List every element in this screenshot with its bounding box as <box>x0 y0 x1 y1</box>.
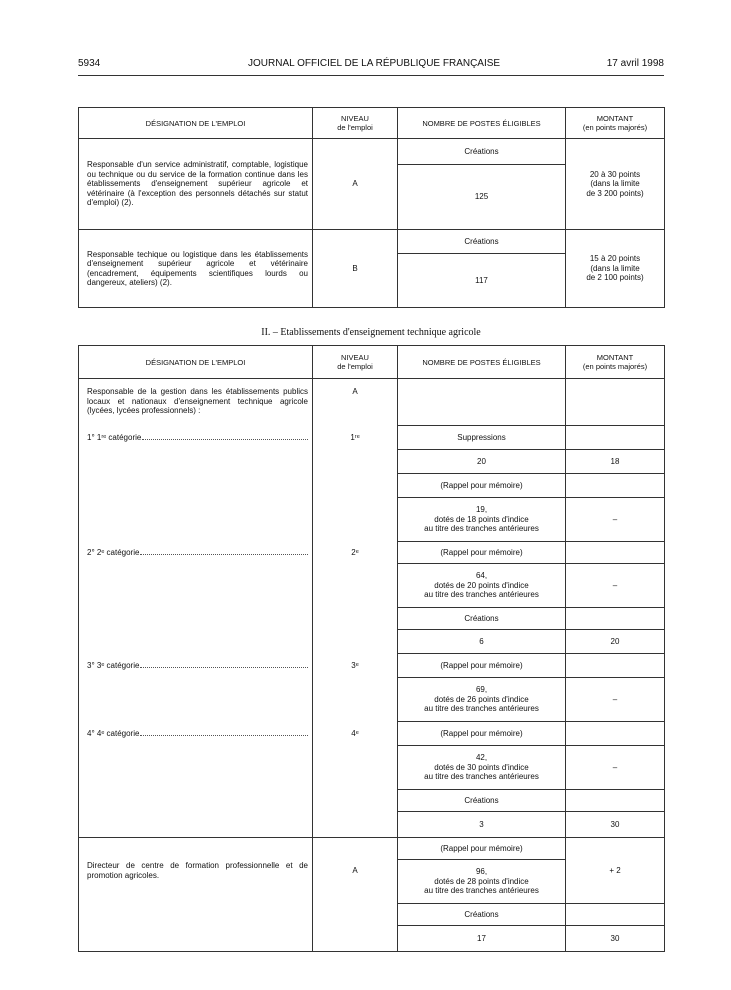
table-row <box>79 678 665 722</box>
niveau-cell: 1ʳᵉ <box>313 426 398 450</box>
table-row <box>79 474 665 498</box>
table-row <box>79 608 665 630</box>
designation-cell: Directeur de centre de formation professionnelle et de promotion agricoles. <box>79 838 313 904</box>
designation-cell: Responsable techique ou logistique dans les établissements d'enseignement supérieur agricole et vétérinaire (encadrement, équipements scientifiques lourds ou dangereux, ateliers) (2). <box>79 230 313 308</box>
niveau-cell: 2ᵉ <box>313 542 398 564</box>
montant-cell: 30 <box>566 926 665 952</box>
designation-cell: Responsable d'un service administratif, comptable, logistique ou technique ou du service de la formation continue dans les établissements d'enseignement supérieur agricole et vétérinaire (à l'exception des personnels détachés sur statut d'emploi) (2). <box>79 139 313 230</box>
postes-cell: 19, dotés de 18 points d'indice au titre des tranches antérieures <box>398 498 566 542</box>
montant-cell: – <box>566 678 665 722</box>
table-row <box>79 790 665 812</box>
table-row <box>79 812 665 838</box>
rappel-label: (Rappel pour mémoire) <box>398 722 566 746</box>
postes-cell: 6 <box>398 630 566 654</box>
niveau-cell: 4ᵉ <box>313 722 398 746</box>
montant-cell: 15 à 20 points (dans la limite de 2 100 points) <box>566 230 665 308</box>
table-row <box>79 139 665 165</box>
table-row <box>79 542 665 564</box>
creations-label: Créations <box>398 139 566 165</box>
creations-label: Créations <box>398 608 566 630</box>
niveau-cell: B <box>313 230 398 308</box>
col-designation: DÉSIGNATION DE L'EMPLOI <box>79 108 313 139</box>
table-row <box>79 230 665 254</box>
page-header <box>78 58 664 72</box>
niveau-cell: A <box>313 139 398 230</box>
postes-cell: 3 <box>398 812 566 838</box>
table-row <box>79 746 665 790</box>
creations-label: Créations <box>398 790 566 812</box>
montant-cell: – <box>566 564 665 608</box>
col-designation: DÉSIGNATION DE L'EMPLOI <box>79 346 313 379</box>
table-row <box>79 379 665 426</box>
issue-date: 17 avril 1998 <box>606 58 664 69</box>
creations-label: Créations <box>398 230 566 254</box>
montant-cell: 20 <box>566 630 665 654</box>
table-row <box>79 722 665 746</box>
col-montant: MONTANT (en points majorés) <box>566 346 665 379</box>
journal-title: JOURNAL OFFICIEL DE LA RÉPUBLIQUE FRANÇAISE <box>248 58 501 69</box>
montant-cell: 30 <box>566 812 665 838</box>
table-row <box>79 498 665 542</box>
table-row <box>79 426 665 450</box>
montant-cell: – <box>566 498 665 542</box>
niveau-cell: 3ᵉ <box>313 654 398 678</box>
category-cell: 4° 4ᵉ catégorie <box>79 722 313 746</box>
rappel-label: (Rappel pour mémoire) <box>398 654 566 678</box>
rappel-label: (Rappel pour mémoire) <box>398 542 566 564</box>
table-row <box>79 564 665 608</box>
postes-cell: 42, dotés de 30 points d'indice au titre des tranches antérieures <box>398 746 566 790</box>
col-montant: MONTANT (en points majorés) <box>566 108 665 139</box>
col-niveau: NIVEAU de l'emploi <box>313 346 398 379</box>
postes-cell: 125 <box>398 165 566 230</box>
postes-cell: 96, dotés de 28 points d'indice au titre des tranches antérieures <box>398 860 566 904</box>
montant-cell: – <box>566 746 665 790</box>
postes-cell: 64, dotés de 20 points d'indice au titre des tranches antérieures <box>398 564 566 608</box>
creations-label: Créations <box>398 904 566 926</box>
col-postes: NOMBRE DE POSTES ÉLIGIBLES <box>398 108 566 139</box>
category-cell: 2° 2ᵉ catégorie <box>79 542 313 564</box>
table-row <box>79 838 665 860</box>
table-row <box>79 450 665 474</box>
montant-cell: + 2 <box>566 838 665 904</box>
table-enseignement-superieur <box>78 107 665 308</box>
section-title: II. – Etablissements d'enseignement technique agricole <box>261 327 481 338</box>
col-niveau: NIVEAU de l'emploi <box>313 108 398 139</box>
suppressions-label: Suppressions <box>398 426 566 450</box>
category-cell: 1° 1ʳᵉ catégorie <box>79 426 313 450</box>
rappel-label: (Rappel pour mémoire) <box>398 838 566 860</box>
postes-cell: 69, dotés de 26 points d'indice au titre des tranches antérieures <box>398 678 566 722</box>
table-enseignement-technique <box>78 345 665 952</box>
postes-cell: 117 <box>398 254 566 308</box>
table-header-row <box>79 108 665 139</box>
page-number: 5934 <box>78 58 101 69</box>
table-header-row <box>79 346 665 379</box>
postes-cell: 20 <box>398 450 566 474</box>
montant-cell: 18 <box>566 450 665 474</box>
niveau-cell: A <box>313 838 398 904</box>
postes-cell: 17 <box>398 926 566 952</box>
table-row <box>79 630 665 654</box>
montant-cell: 20 à 30 points (dans la limite de 3 200 points) <box>566 139 665 230</box>
rappel-label: (Rappel pour mémoire) <box>398 474 566 498</box>
table-row <box>79 904 665 926</box>
category-cell: 3° 3ᵉ catégorie <box>79 654 313 678</box>
designation-cell: Responsable de la gestion dans les établissements publics locaux et nationaux d'enseignement technique agricole (lycées, lycées professionnels) : <box>79 379 313 426</box>
header-rule <box>78 75 664 76</box>
table-row <box>79 654 665 678</box>
niveau-cell: A <box>313 379 398 426</box>
col-postes: NOMBRE DE POSTES ÉLIGIBLES <box>398 346 566 379</box>
table-row <box>79 926 665 952</box>
